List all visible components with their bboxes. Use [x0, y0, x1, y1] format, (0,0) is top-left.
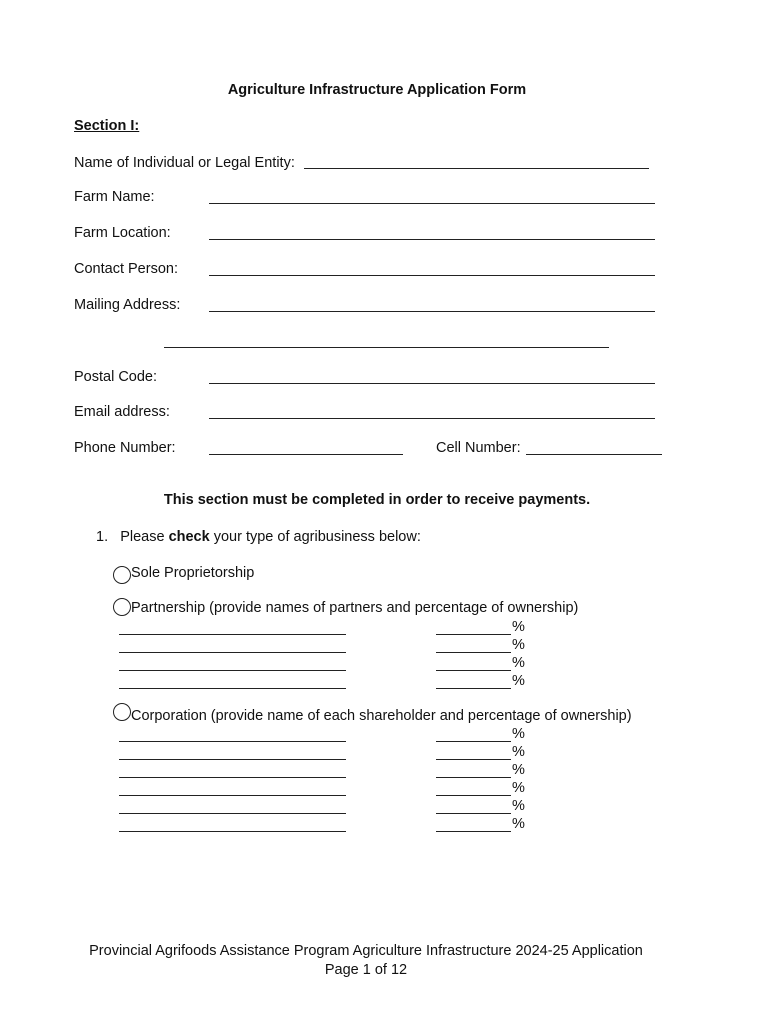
- corporation-radio[interactable]: [113, 703, 131, 721]
- contact-person-field[interactable]: [209, 275, 655, 276]
- question-prefix: Please: [120, 529, 165, 545]
- partner-percent-field[interactable]: [436, 652, 511, 653]
- payment-notice: This section must be completed in order to receive payments.: [163, 492, 591, 508]
- cell-field[interactable]: [526, 454, 662, 455]
- question-emphasis: check: [168, 529, 210, 545]
- partner-name-field[interactable]: [119, 688, 346, 689]
- footer-program: Provincial Agrifoods Assistance Program Agriculture Infrastructure 2024-25 Application: [89, 943, 643, 959]
- farm-location-field[interactable]: [209, 239, 655, 240]
- legal-entity-label: Name of Individual or Legal Entity:: [74, 155, 295, 171]
- percent-sign: %: [512, 637, 525, 653]
- shareholder-percent-field[interactable]: [436, 795, 511, 796]
- partner-name-field[interactable]: [119, 634, 346, 635]
- percent-sign: %: [512, 762, 525, 778]
- contact-person-label: Contact Person:: [74, 261, 178, 277]
- partnership-label: Partnership (provide names of partners and percentage of ownership): [131, 600, 579, 616]
- shareholder-name-field[interactable]: [119, 759, 346, 760]
- shareholder-name-field[interactable]: [119, 795, 346, 796]
- shareholder-percent-field[interactable]: [436, 831, 511, 832]
- question-number: 1.: [96, 529, 109, 545]
- partner-percent-field[interactable]: [436, 688, 511, 689]
- percent-sign: %: [512, 744, 525, 760]
- shareholder-percent-field[interactable]: [436, 813, 511, 814]
- mailing-address-label: Mailing Address:: [74, 297, 181, 313]
- percent-sign: %: [512, 816, 525, 832]
- shareholder-percent-field[interactable]: [436, 759, 511, 760]
- partner-percent-field[interactable]: [436, 670, 511, 671]
- shareholder-name-field[interactable]: [119, 777, 346, 778]
- sole-proprietorship-label: Sole Proprietorship: [131, 565, 255, 581]
- mailing-address-field-2[interactable]: [164, 347, 609, 348]
- shareholder-percent-field[interactable]: [436, 741, 511, 742]
- form-title: Agriculture Infrastructure Application Form: [227, 82, 527, 98]
- section-heading: Section I:: [74, 118, 140, 134]
- sole-proprietorship-radio[interactable]: [113, 566, 131, 584]
- farm-location-label: Farm Location:: [74, 225, 171, 241]
- percent-sign: %: [512, 798, 525, 814]
- percent-sign: %: [512, 673, 525, 689]
- farm-name-label: Farm Name:: [74, 189, 155, 205]
- mailing-address-field[interactable]: [209, 311, 655, 312]
- percent-sign: %: [512, 619, 525, 635]
- cell-label: Cell Number:: [436, 440, 521, 456]
- shareholder-name-field[interactable]: [119, 831, 346, 832]
- question-1: [96, 529, 421, 545]
- shareholder-percent-field[interactable]: [436, 777, 511, 778]
- partnership-radio[interactable]: [113, 598, 131, 616]
- shareholder-name-field[interactable]: [119, 741, 346, 742]
- percent-sign: %: [512, 655, 525, 671]
- email-label: Email address:: [74, 404, 170, 420]
- shareholder-name-field[interactable]: [119, 813, 346, 814]
- corporation-label: Corporation (provide name of each shareholder and percentage of ownership): [131, 708, 632, 724]
- partner-name-field[interactable]: [119, 652, 346, 653]
- postal-code-label: Postal Code:: [74, 369, 158, 385]
- phone-label: Phone Number:: [74, 440, 176, 456]
- percent-sign: %: [512, 726, 525, 742]
- footer-page-number: Page 1 of 12: [324, 962, 408, 978]
- postal-code-field[interactable]: [209, 383, 655, 384]
- email-field[interactable]: [209, 418, 655, 419]
- farm-name-field[interactable]: [209, 203, 655, 204]
- legal-entity-field[interactable]: [304, 168, 649, 169]
- question-suffix: your type of agribusiness below:: [213, 529, 421, 545]
- percent-sign: %: [512, 780, 525, 796]
- partner-name-field[interactable]: [119, 670, 346, 671]
- partner-percent-field[interactable]: [436, 634, 511, 635]
- phone-field[interactable]: [209, 454, 403, 455]
